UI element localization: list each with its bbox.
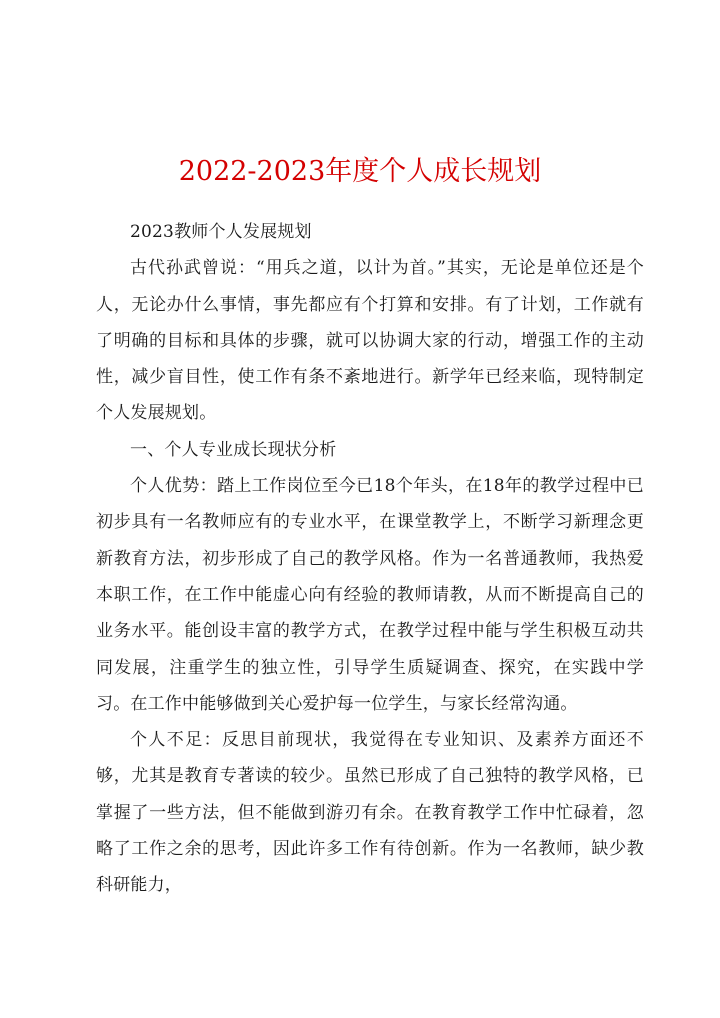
weaknesses-paragraph: 个人不足：反思目前现状，我觉得在专业知识、及素养方面还不够，尤其是教育专著读的较少。虽然已形成了自己独特的教学风格，已掌握了一些方法，但不能做到游刃有余。在教育教学工作中忙碌着，忽略了工作之余的思考，因此许多工作有待创新。作为一名教师，缺少教科研能力，	[96, 730, 644, 896]
strengths-paragraph: 个人优势：踏上工作岗位至今已18个年头，在18年的教学过程中已初步具有一名教师应有的专业水平，在课堂教学上，不断学习新理念更新教育方法，初步形成了自己的教学风格。作为一名普通教师，我热爱本职工作，在工作中能虚心向有经验的教师请教，从而不断提高自己的业务水平。能创设丰富的教学方式，在教学过程中能与学生积极互动共同发展，注重学生的独立性，引导学生质疑调查、探究，在实践中学习。在工作中能够做到关心爱护每一位学生，与家长经常沟通。	[96, 476, 644, 714]
section-heading: 一、个人专业成长现状分析	[130, 439, 337, 460]
intro-paragraph: 古代孙武曾说：“用兵之道，以计为首。”其实，无论是单位还是个人，无论办什么事情，事先都应有个打算和安排。有了计划，工作就有了明确的目标和具体的步骤，就可以协调大家的行动，增强工作的主动性，减少盲目性，使工作有条不紊地进行。新学年已经来临，现特制定个人发展规划。	[96, 258, 644, 424]
subtitle-paragraph: 2023教师个人发展规划	[130, 222, 312, 242]
document-title: 2022-2023年度个人成长规划	[178, 156, 542, 187]
document-body	[96, 214, 644, 904]
